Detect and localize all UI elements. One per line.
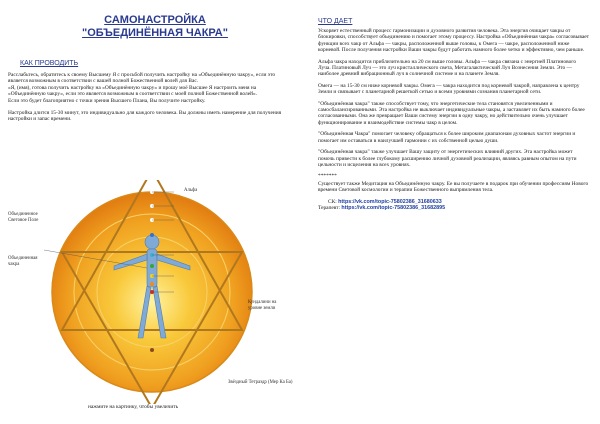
united-chakra-diagram[interactable] [14,180,298,404]
enlarge-caption[interactable]: нажмите на картинку, чтобы увеличить [88,404,179,410]
link-sk[interactable]: https://vk.com/topic-75802386_31680633 [338,198,442,205]
what-paragraph: "Объединённая Чакра" помогает человеку обращаться к более широким диапазонам духовных частот энергии и помогает им оставаться в наилучшей гармонии с их собственной целью души. [318,131,576,144]
how-heading: КАК ПРОВОДИТЬ [20,60,79,67]
what-paragraph: Существует также Медитация на Объединённую чакру. Ее вы получаете в подарок при обучении профессиям Нового времени Световой космологии и терапии Божественного выпрямления тела. [318,180,589,194]
what-paragraph: "Объединённая чакра" также способствует тому, что энергетические тела становятся увеличенными и самосбалансированными. Эта настройка не выключает индивидуальные чакры, а заставляет их быть намного более согласованными. Она же превращает Ваши систему энергии в одну чакру, но действительно очень улучшает функционирование и взаимодействие системы чакр в целом. [318,100,585,126]
link-therapist[interactable]: https://vk.com/topic-75802386_31682895 [341,204,446,211]
diagram-label-star: Звёздный Тетраэдр (Мер Ка Ба) [228,380,293,385]
diagram-label-united-field: Объединенное Световое Поле [8,212,39,223]
link2-label: Терапевт: [318,204,341,211]
how-paragraph: Если это будет благоприятно с точки зрения Высшего Плана, Вы получите настройку. [8,97,206,104]
how-text [8,72,286,123]
how-paragraph: Расслабьтесь, обратитесь к своему Высшему Я с просьбой получить настройку на «Объединённую чакру», если это является возможным в соответствии с вашей полной Божественной волей для Вас. [8,72,276,85]
what-heading: ЧТО ДАЕТ [318,18,353,25]
what-paragraph: "Объединённая чакра" также улучшает Вашу защиту от энергетических влияний других. Эта настройка может помочь привести к более глубокому расширению личной духовной реализации, являясь равным опытом на пути цельности и исцеления на всех уровнях. [318,149,577,168]
what-paragraph: Ускоряет естественный процесс гармонизации и духовного развития человека. Эта энергия очищает чакры от блокировки, способствует объединению и помогает этому процессу. Настройка «Объединённая чакра» согласовывает функции всех чакр от Альфа — чакры, расположенной выше головы, к Омега — чакре, расположенной ниже корневой. После получения настройки Ваши чакры будут работать намного более четко и эффективно, чем раньше. [318,28,589,54]
how-paragraph: Настройка длится 15-30 минут, это индивидуально для каждого человека. Вы должны иметь намерение для получения настройки и запас времени. [8,110,282,123]
what-paragraph: Омега — на 15-30 см ниже корневой чакры. Омега — чакра находится под корневой чакрой, направлена к центру Земли и связывает с планетарной решеткой сетью и всеми уровнями сознания планетарной сети. [318,82,580,96]
what-paragraph: Альфа чакра находится приблизительно на 20 см выше головы. Альфа — чакра связана с энергией Платинового Луча. Платиновый Луч — это луч кристаллического света, Метагалактический Луч Вознесения Земли. Это — наиболее древний вибрационный луч в солнечной системе и на планете Земля. [318,58,577,78]
link1-label: СК: [328,198,337,205]
page-title: САМОНАСТРОЙКА "ОБЪЕДИНЁННАЯ ЧАКРА" [82,14,228,39]
what-text [318,28,590,211]
diagram-label-alpha: Альфа [184,188,198,193]
diagram-label-right: Кундалини на уровне земли [248,300,277,311]
what-separator: ******* [318,173,337,180]
diagram-label-united-chakra: Объединенная чакра [8,256,38,267]
how-paragraph: «Я, (имя), готова получить настройку на «Объединённую чакру» и прошу моё Высшее Я настроить меня на «Объединённую чакру», если это является возможным в соответствии с моей полной Божественной волей». [8,84,258,98]
